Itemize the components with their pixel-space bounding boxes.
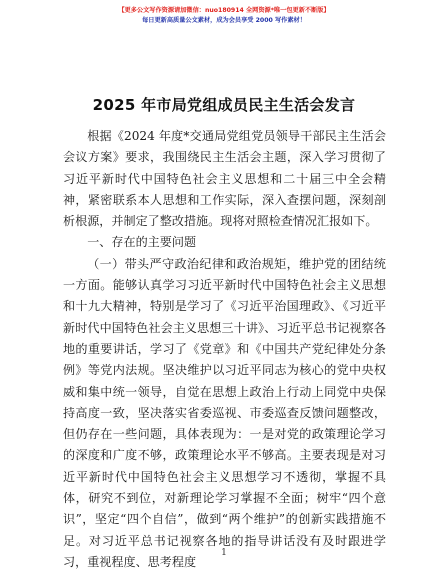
banner-promo-line: 【更多公文写作资源请加微信：nuo180914 全网资源*唯一包更新不断版】	[118, 7, 330, 14]
banner-update-line: 每日更新高质量公文素材，成为会员享受 2000 写作素材！	[142, 17, 306, 24]
intro-paragraph: 根据《2024 年度*交通局党组党员领导干部民主生活会会议方案》要求，我围绕民主生活会主题，深入学习贯彻了习近平新时代中国特色社会主义思想和二十届三中全会精神，紧密联系本人思想和工作实际，深入查摆问题，深刻剖析根源，并制定了整改措施。现将对照检查情况汇报如下。	[63, 129, 386, 229]
section-heading: 一、存在的主要问题	[87, 235, 197, 250]
document-body	[63, 126, 386, 573]
page-number: 1	[221, 548, 227, 558]
header-banner	[0, 6, 448, 26]
document-title: 2025 年市局党组成员民主生活会发言	[92, 96, 356, 114]
body-paragraph: （一）带头严守政治纪律和政治规矩，维护党的团结统一方面。能够认真学习习近平新时代中国特色社会主义思想和十九大精神，特别是学习了《习近平治国理政》、《习近平新时代中国特色社会主义思想三十讲》、习近平总书记视察各地的重要讲话，学习了《党章》和《中国共产党纪律处分条例》等党内法规。坚决维护以习近平同志为核心的党中央权威和集中统一领导，自觉在思想上政治上行动上同党中央保持高度一致，坚决落实省委巡视、市委巡查反馈问题整改，但仍存在一些问题，具体表现为：一是对党的政策理论学习的深度和广度不够，政策理论水平不够高。主要表现是对习近平新时代中国特色社会主义思想学习不透彻，掌握不具体，研究不到位，对新理论学习掌握不全面；树牢“四个意识”，坚定“四个自信”，做到“两个维护”的创新实践措施不足。对习近平总书记视察各地的指导讲话没有及时跟进学习，重视程度、思考程度	[63, 256, 386, 569]
